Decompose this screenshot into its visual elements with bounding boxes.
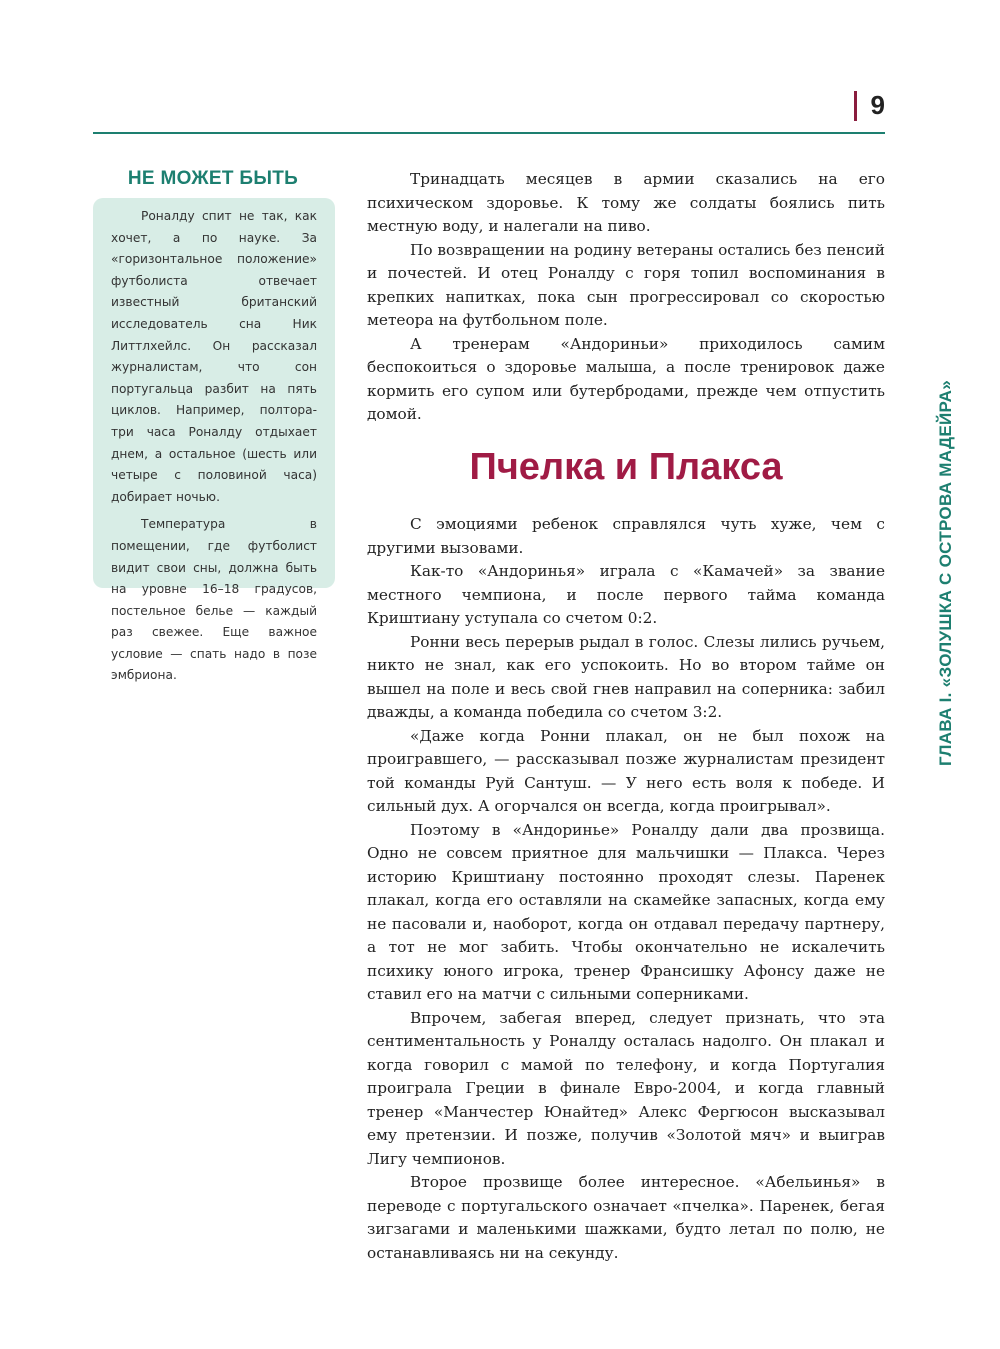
body-paragraph: А тренерам «Андориньи» приходилось самим беспокоиться о здоровье малыша, а после тренировок даже кормить его супом или бутербродами, прежде чем отпустить домой.: [367, 334, 885, 423]
chapter-running-title: ГЛАВА I. «ЗОЛУШКА С ОСТРОВА МАДЕЙРА»: [936, 379, 955, 766]
body-paragraph: «Даже когда Ронни плакал, он не был похож на проигравшего, — рассказывал позже журналистам президент той команды Руй Сантуш. — У него есть воля к победе. И сильный дух. А огорчался он всегда, когда проигрывал».: [367, 726, 885, 815]
body-paragraph: Ронни весь перерыв рыдал в голос. Слезы лились ручьем, никто не знал, как его успокоить. Но во втором тайме он вышел на поле и весь свой гнев направил на соперника: забил дважды, а команда победила со счетом 3:2.: [367, 632, 885, 721]
main-text-top: [367, 168, 885, 427]
body-paragraph: Как-то «Андоринья» играла с «Камачей» за звание местного чемпиона, и после первого тайма команда Криштиану уступала со счетом 0:2.: [367, 562, 885, 627]
sidebar-box: [93, 198, 335, 683]
body-paragraph: Тринадцать месяцев в армии сказались на его психическом здоровье. К тому же солдаты боялись пить местную воду, и налегали на пиво.: [367, 170, 885, 235]
page-number: 9: [870, 90, 885, 120]
page-number-divider: [854, 91, 857, 121]
sidebar-heading: НЕ МОЖЕТ БЫТЬ: [127, 168, 299, 189]
body-paragraph: Второе прозвище более интересное. «Абельинья» в переводе с португальского означает «пчелка». Паренек, бегая зигзагами и маленькими шажками, будто летал по полю, не останавливаясь ни на секунду.: [367, 1173, 885, 1262]
sidebar-paragraph: Роналду спит не так, как хочет, а по науке. За «горизонтальное положение» футболиста отвечает известный британский исследователь сна Ник Литтлхейлс. Он рассказал журналистам, что сон португальца разбит на пять циклов. Например, полтора-три часа Роналду отдыхает днем, а остальное (шесть или четыре с половиной часа) добирает ночью.: [111, 209, 317, 504]
page-number-block: [854, 90, 885, 121]
main-text-bottom: [367, 513, 885, 1265]
body-paragraph: Впрочем, забегая вперед, следует признать, что эта сентиментальность у Роналду осталась надолго. Он плакал и когда говорил с мамой по телефону, и когда Португалия проиграла Греции в финале Евро-2004, и когда главный тренер «Манчестер Юнайтед» Алекс Фергюсон высказывал ему претензии. И позже, получив «Золотой мяч» и выиграв Лигу чемпионов.: [367, 1008, 885, 1168]
sidebar-paragraph: Температура в помещении, где футболист видит свои сны, должна быть на уровне 16–18 градусов, постельное белье — каждый раз свежее. Еще важное условие — спать надо в позе эмбриона.: [111, 517, 317, 683]
body-paragraph: С эмоциями ребенок справлялся чуть хуже, чем с другими вызовами.: [367, 515, 885, 557]
header-rule: [93, 132, 885, 134]
section-title: Пчелка и Плакса: [469, 446, 783, 488]
body-paragraph: По возвращении на родину ветераны остались без пенсий и почестей. И отец Роналду с горя топил воспоминания в крепких напитках, пока сын прогрессировал со скоростью метеора на футбольном поле.: [367, 240, 885, 329]
body-paragraph: Поэтому в «Андоринье» Роналду дали два прозвища. Одно не совсем приятное для мальчишки — Плакса. Через историю Криштиану постоянно проходят слезы. Паренек плакал, когда его оставляли на скамейке запасных, когда ему не пасовали и, наоборот, когда он отдавал передачу партнеру, а тот не мог забить. Чтобы окончательно не искалечить психику юного игрока, тренер Франсишку Афонсу даже не ставил его на матчи с сильными соперниками.: [367, 820, 885, 1003]
